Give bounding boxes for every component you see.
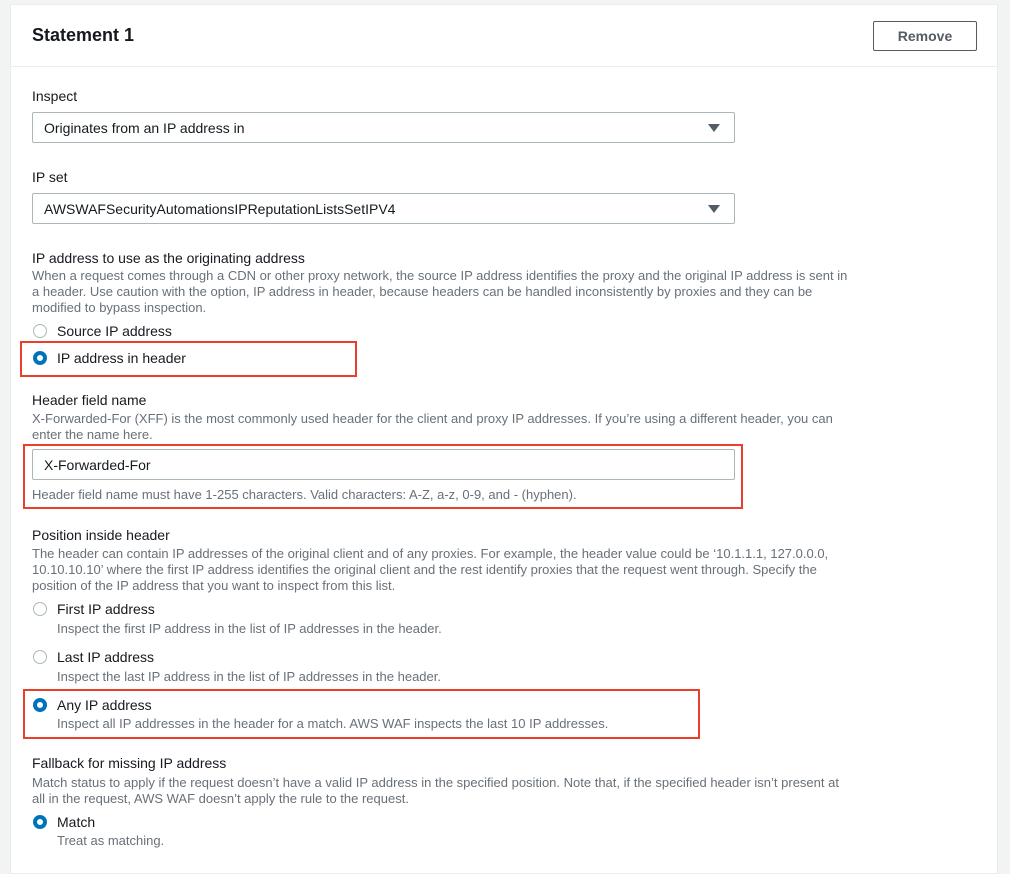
any-ip-radio[interactable] [33,698,47,712]
match-radio[interactable] [33,815,47,829]
ip-in-header-radio[interactable] [33,351,47,365]
ip-set-select-value: AWSWAFSecurityAutomationsIPReputationListsSetIPV4 [44,201,396,217]
ip-set-label: IP set [32,169,68,185]
originating-address-desc-line-1: When a request comes through a CDN or other proxy network, the source IP address identifies the proxy and the original IP address is sent in [32,268,848,283]
last-ip-desc: Inspect the last IP address in the list of IP addresses in the header. [57,669,441,684]
caret-down-icon [708,124,720,132]
position-desc-line-1: The header can contain IP addresses of the original client and of any proxies. For example, the header value could be ‘10.1.1.1, 127.0.0.0, [32,546,829,561]
originating-address-label: IP address to use as the originating address [32,250,305,266]
inspect-select[interactable] [32,112,735,143]
first-ip-desc: Inspect the first IP address in the list of IP addresses in the header. [57,621,442,636]
panel-header [11,5,997,67]
header-field-name-label: Header field name [32,392,147,408]
fallback-label: Fallback for missing IP address [32,755,227,771]
remove-button[interactable]: Remove [873,21,977,51]
any-ip-label: Any IP address [57,697,152,713]
fallback-desc-line-1: Match status to apply if the request doesn’t have a valid IP address in the specified position. Note that, if the specified header isn’t present at [32,775,839,790]
position-desc-line-2: 10.10.10.10’ where the first IP address identifies the original client and the rest identify proxies that the request went through. Specify the [32,562,817,577]
first-ip-radio[interactable] [33,602,47,616]
originating-address-desc-line-2: a header. Use caution with the option, IP address in header, because headers can be handled inconsistently by proxies and they can be [32,284,813,299]
ip-in-header-label: IP address in header [57,350,186,366]
last-ip-label: Last IP address [57,649,155,665]
any-ip-desc: Inspect all IP addresses in the header for a match. AWS WAF inspects the last 10 IP addresses. [57,716,609,731]
ip-set-select[interactable] [32,193,735,224]
caret-down-icon [708,205,720,213]
match-label: Match [57,814,96,830]
inspect-label: Inspect [32,88,78,104]
source-ip-radio[interactable] [33,324,47,338]
source-ip-label: Source IP address [57,323,172,339]
originating-address-desc-line-3: modified to bypass inspection. [32,300,207,315]
statement-title: Statement 1 [32,25,135,45]
position-inside-header-label: Position inside header [32,527,170,543]
header-field-desc-line-2: enter the name here. [32,427,153,442]
inspect-select-value: Originates from an IP address in [44,120,245,136]
match-desc: Treat as matching. [57,833,165,848]
header-field-constraint-hint: Header field name must have 1-255 characters. Valid characters: A-Z, a-z, 0-9, and - (hyphen). [32,487,577,502]
position-desc-line-3: position of the IP address that you want to inspect from this list. [32,578,396,593]
first-ip-label: First IP address [57,601,155,617]
header-field-desc-line-1: X-Forwarded-For (XFF) is the most commonly used header for the client and proxy IP addresses. If you’re using a different header, you can [32,411,833,426]
fallback-desc-line-2: all in the request, AWS WAF doesn’t apply the rule to the request. [32,791,409,806]
last-ip-radio[interactable] [33,650,47,664]
header-field-name-input[interactable] [32,449,735,480]
